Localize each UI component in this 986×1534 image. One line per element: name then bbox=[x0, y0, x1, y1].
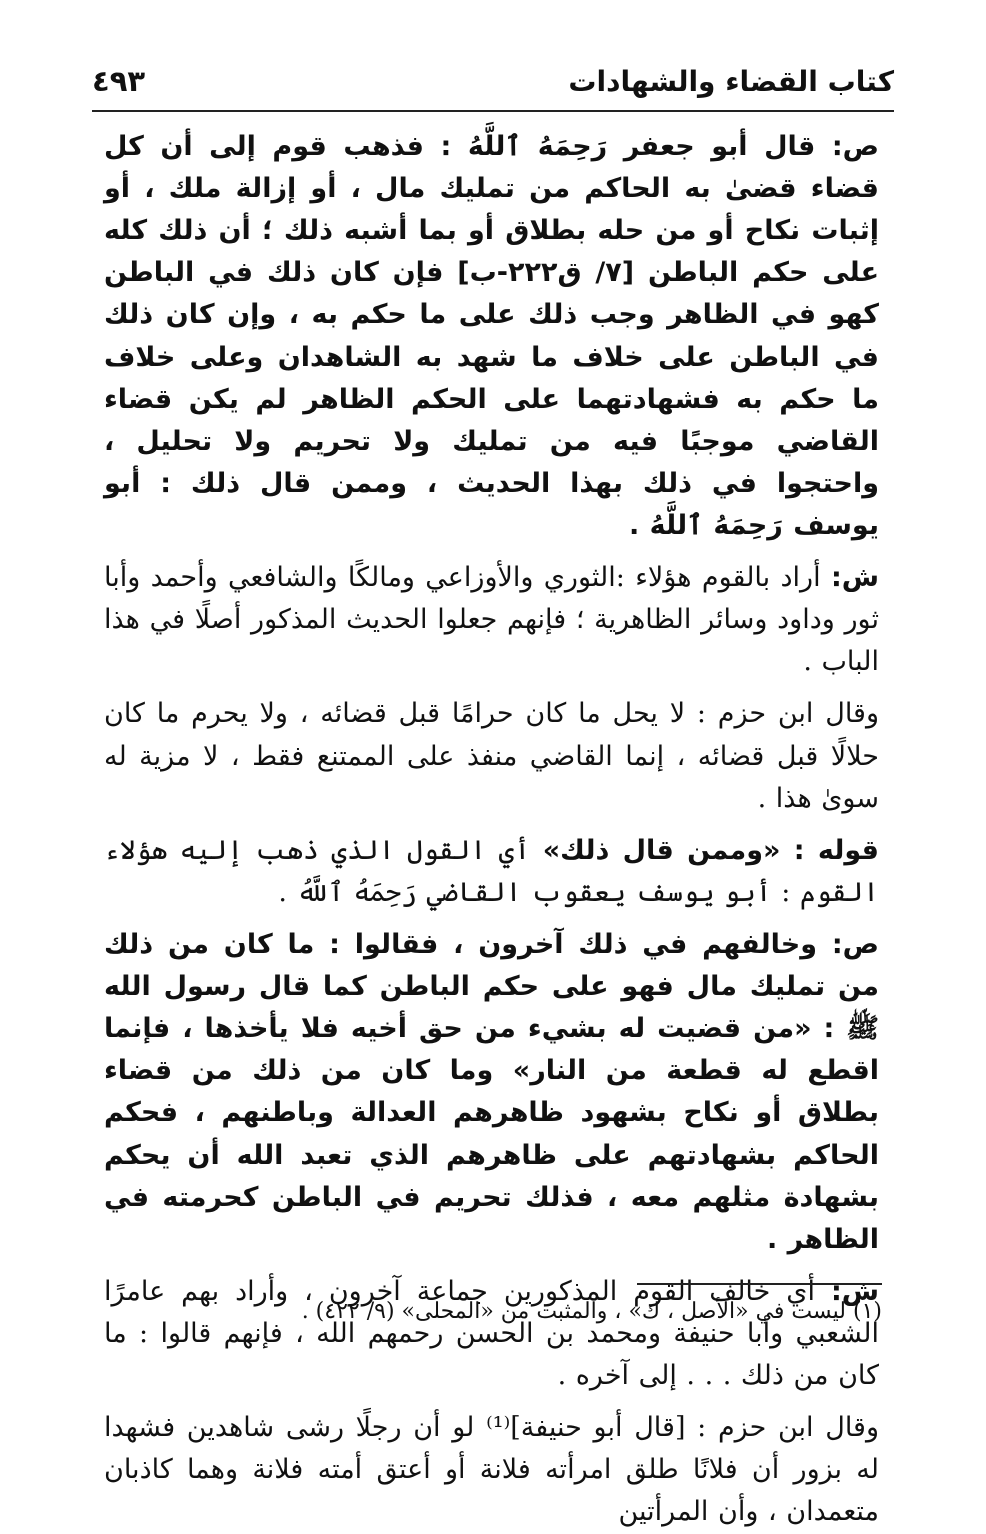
paragraph-7 bbox=[104, 1407, 879, 1533]
paragraph-1 bbox=[104, 126, 879, 547]
paragraph-text: وخالفهم في ذلك آخرون ، فقالوا : ما كان من ذلك من تمليك مال فهو على حكم الباطن كما قال رسول الله ﷺ : «من قضيت له بشيء من حق أخيه فلا يأخذها ، فإنما اقطع له قطعة من النار» وما كان من ذلك من قضاء بطلاق أو نكاح بشهود ظاهرهم العدالة وباطنهم ، فحكم الحاكم بشهادتهم على ظاهرهم الذي تعبد الله أن يحكم بشهادة مثلهم معه ، فذلك تحريم في الباطن كحرمته في الظاهر . bbox=[104, 928, 879, 1255]
paragraph-text: أراد بالقوم هؤلاء :الثوري والأوزاعي ومالكًا والشافعي وأحمد وأبا ثور وداود وسائر الظاهرية ؛ فإنهم جعلوا الحديث المذكور أصلًا في هذا الباب . bbox=[104, 562, 879, 678]
paragraph-3 bbox=[104, 693, 879, 819]
paragraph-text: وقال ابن حزم : [قال أبو حنيفة]⁽¹⁾ لو أن رجلًا رشى شاهدين فشهدا له بزور أن فلانًا طلق امرأته فلانة أو أعتق أمته فلانة وهما كاذبان متعمدان ، وأن المرأتين bbox=[104, 1412, 879, 1528]
footnote: (١) ليست في «الأصل ، ك» ، والمثبت من «المحلى» (٩/ ٤٢٢) . bbox=[301, 1299, 882, 1325]
page-number: ٤٩٣ bbox=[92, 64, 146, 98]
paragraph-6 bbox=[104, 1271, 879, 1397]
paragraph-prefix: ص: bbox=[831, 131, 879, 162]
paragraph-text: قال أبو جعفر رَحِمَهُ ٱللَّهُ : فذهب قوم إلى أن كل قضاء قضىٰ به الحاكم من تمليك مال ، أو إزالة ملك ، أو إثبات نكاح أو من حله بطلاق أو بما أشبه ذلك ؛ أن ذلك كله على حكم الباطن [٧/ ق٢٢٢-ب] فإن كان ذلك في الباطن كهو في الظاهر وجب ذلك على ما حكم به ، وإن كان ذلك في الباطن على خلاف ما شهد به الشاهدان وعلى خلاف ما حكم به فشهادتهما على الحكم الظاهر لم يكن قضاء القاضي موجبًا فيه من تمليك ولا تحريم ولا تحليل ، واحتجوا في ذلك بهذا الحديث ، وممن قال ذلك : أبو يوسف رَحِمَهُ ٱللَّهُ . bbox=[104, 131, 880, 541]
paragraph-prefix: قوله : «وممن قال ذلك» bbox=[542, 834, 879, 866]
paragraph-prefix: ش: bbox=[830, 562, 879, 594]
paragraph-text: أي القول الذي ذهب إليه هؤلاء القوم : أبو يوسف يعقوب القاضي رَحِمَهُ ٱللَّهُ . bbox=[104, 834, 879, 908]
page-header bbox=[92, 52, 894, 112]
paragraph-text: وقال ابن حزم : لا يحل ما كان حرامًا قبل قضائه ، ولا يحرم ما كان حلالًا قبل قضائه ، إنما القاضي منفذ على الممتنع فقط ، لا مزية له سوىٰ هذا . bbox=[104, 698, 879, 814]
paragraph-prefix: ص: bbox=[831, 928, 879, 960]
paragraph-prefix: ش: bbox=[830, 1275, 879, 1307]
running-title: كتاب القضاء والشهادات bbox=[568, 64, 894, 98]
paragraph-5 bbox=[104, 924, 879, 1261]
footnote-divider bbox=[637, 1283, 882, 1285]
paragraph-2 bbox=[104, 557, 879, 683]
paragraph-text: أي خالف القوم المذكورين جماعة آخرون ، وأراد بهم عامرًا الشعبي وأبا حنيفة ومحمد بن الحسن رحمهم الله ، فإنهم قالوا : ما كان من ذلك . . . إلى آخره . bbox=[104, 1275, 879, 1392]
paragraph-4 bbox=[104, 830, 879, 914]
